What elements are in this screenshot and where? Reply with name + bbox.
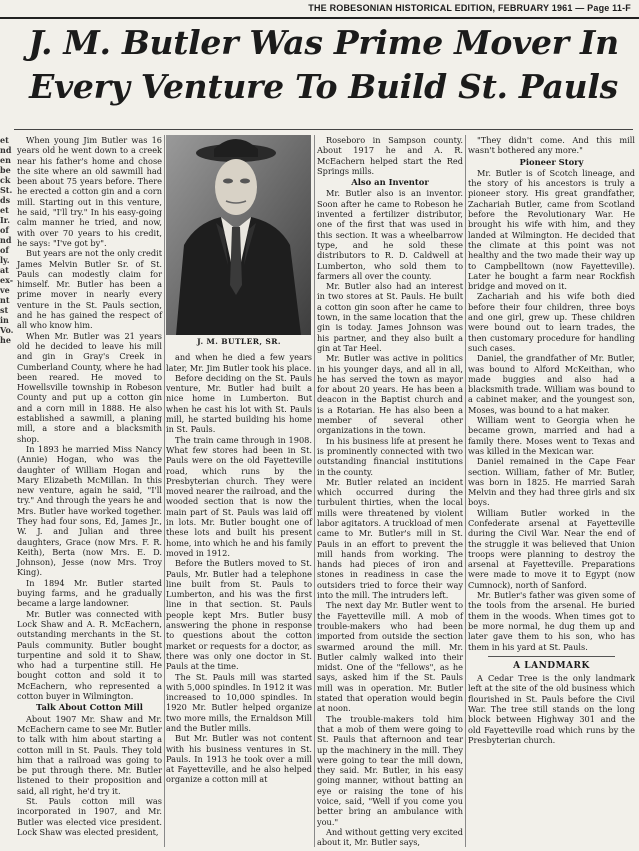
paragraph: The St. Pauls mill was started with 5,000 spindles. In 1912 it was increased to 10,000 spindles. In 1920 Mr. Butler helped organize two more mills, the Ernaldson Mill and the Butler mills.	[166, 671, 312, 733]
paragraph: Mr. Butler also had an interest in two stores at St. Pauls. He built a cotton gin soon after he came to town, in the same location that the gin is today. James Johnson was his partner, and they also built a gin at Tar Heel.	[317, 281, 463, 353]
paragraph: And without getting very excited about it, Mr. Butler says,	[317, 826, 463, 848]
headline	[14, 21, 633, 109]
paragraph: Mr. Butler also is an inventor. Soon after he came to Robeson he invented a fertilizer distributor, one of the first that was used in this section. It was a wheelbarrow type, and he sold these distributors to R. D. Caldwell at Lumberton, who sold them to farmers all over the county.	[317, 188, 463, 281]
paragraph: In 1893 he married Miss Nancy (Annie) Hogan, who was the daughter of William Hogan and Mary Elizabeth McMillan. In this new venture, again he said, "I'll try." And through the years he and Mrs. Butler have worked together. They had four sons, Ed, James Jr., W. J. and Julian and three daughters, Grace (now Mrs. F. R. Keith), Berta (now Mrs. E. D. Johnson), Jesse (now Mrs. Troy King).	[17, 443, 162, 578]
section-rule	[488, 656, 615, 657]
column-divider	[465, 135, 466, 847]
portrait-image	[166, 135, 311, 335]
photo-caption: J. M. BUTLER, SR.	[197, 337, 281, 346]
column-divider	[164, 135, 165, 847]
headline-rule	[14, 129, 633, 130]
paragraph: When Mr. Butler was 21 years old he decided to leave his mill and gin in Gray's Creek in Cumberland County, where he had been reared. He moved to Howellsville township in Robeson County and put up a cotton gin and a corn mill in 1888. He also established a sawmill, a planing mill, a store and a blacksmith shop.	[17, 330, 162, 444]
headline-line-2: Every Venture To Build St. Pauls	[29, 67, 618, 106]
paragraph: But years are not the only credit James Melvin Butler Sr. of St. Pauls can modestly claim for himself. Mr. Butler has been a prime mover in nearly every venture in the St. Pauls section, and he has gained the respect of all who know him.	[17, 248, 162, 331]
paragraph: Roseboro in Sampson county. About 1917 he and A. R. McEachern helped start the Red Springs mills.	[317, 135, 463, 176]
column-4	[468, 135, 635, 847]
column-divider	[314, 135, 315, 847]
paragraph: In 1894 Mr. Butler started buying farms, and he gradually became a large landowner.	[17, 577, 162, 609]
paragraph: The next day Mr. Butler went to the Fayetteville mill. A mob of trouble-makers who had been imported from outside the section swarmed around the mill. Mr. Butler calmly walked into their midst. One of the "fellows", as he says, asked him if the St. Pauls mill was in operation. Mr. Butler stated that operation would begin at noon.	[317, 600, 463, 714]
paragraph: Zachariah and his wife both died before their four children, three boys and one girl, grew up. These children were bound out to learn trades, the then customary procedure for handling such cases.	[468, 291, 635, 353]
subheading: Talk About Cotton Mill	[36, 702, 143, 713]
paragraph: But Mr. Butler was not content with his business ventures in St. Pauls. In 1913 he took over a mill at Fayetteville, and he also helped organize a cotton mill at	[166, 733, 312, 785]
paragraph: Mr. Butler was active in politics in his younger days, and all in all, he has served the town as mayor for about 20 years. He has been a deacon in the Baptist church and is a Rotarian. He has also been a member of several other organizations in the town.	[317, 353, 463, 436]
subheading: Pioneer Story	[519, 156, 584, 167]
paragraph: Mr. Butler was connected with Lock Shaw and A. R. McEachern, outstanding merchants in the St. Pauls community. Butler bought turpentine and sold it to Shaw, who had a turpentine still. He bought cotton and sold it to McEachern, who represented a cotton buyer in Wilmington.	[17, 608, 162, 702]
column-3	[317, 135, 463, 847]
paragraph: Before the Butlers moved to St. Pauls, Mr. Butler had a telephone line built from St. Pauls to Lumberton, and his was the first line in that section. St. Pauls people kept Mrs. Butler busy answering the phone in response to questions about the cotton market or requests for a doctor, as there was only one doctor in St. Pauls at the time.	[166, 558, 312, 672]
paragraph: and when he died a few years later, Mr. Jim Butler took his place.	[166, 352, 312, 373]
paragraph: The train came through in 1908. What few stores had been in St. Pauls were on the old Fayetteville road, which runs by the Presbyterian church. They were moved nearer the railroad, and the wooded section that is now the main part of St. Pauls was laid off in lots. Mr. Butler bought one of these lots and built his present home, into which he and his family moved in 1912.	[166, 434, 312, 558]
headline-line-1: J. M. Butler Was Prime Mover In	[28, 23, 619, 62]
paragraph: William Butler worked in the Confederate arsenal at Fayetteville during the Civil War. Near the end of the struggle it was believed that Union troops were planning to destroy the arsenal at Fayetteville. Preparations were made to move it to Egypt (now Cumnock), north of Sanford.	[468, 507, 635, 590]
paragraph: William went to Georgia when he became grown, married and had a family there. Moses went to Texas and was killed in the Mexican war.	[468, 415, 635, 456]
paragraph: St. Pauls cotton mill was incorporated in 1907, and Mr. Butler was elected vice president. Lock Shaw was elected president,	[17, 796, 162, 837]
column-1	[17, 135, 162, 847]
paragraph: The trouble-makers told him that a mob of them were going to St. Pauls that afternoon and tear up the machinery in the mill. They were going to tear the mill down, they said. Mr. Butler, in his easy going manner, without batting an eye or raising the tone of his voice, said, "Well if you come you better bring an ambulance with you."	[317, 713, 463, 827]
paragraph: Daniel remained in the Cape Fear section. William, father of Mr. Butler, was born in 1825. He married Sarah Melvin and they had three girls and six boys.	[468, 456, 635, 508]
cropped-left-column: et nd en be ck St. ds et Ir. of nd of ly. at ex- ve nt st in Vo. he	[0, 135, 14, 345]
paragraph: In his business life at present he is prominently connected with two outstanding financial institutions in the county.	[317, 435, 463, 477]
paragraph: "They didn't come. And this mill wasn't bothered any more."	[468, 135, 635, 156]
paragraph: Mr. Butler related an incident which occurred during the turbulent thirties, when the local mills were threatened by violent labor agitators. A truckload of men came to Mr. Butler's mill in St. Pauls in an effort to prevent the mill hands from working. The hands had pieces of iron and stones in readiness in case the outsiders tried to force their way into the mill. The intruders left.	[317, 476, 463, 601]
paragraph: When young Jim Butler was 16 years old he went down to a creek near his father's home and chose the site where an old sawmill had been about 75 years before. There he erected a cotton gin and a corn mill. Starting out in this venture, he said, "I'll try." In his easy-going calm manner he tried, and now, with over 70 years to his credit, he says: "I've got by".	[17, 135, 162, 248]
column-2-text	[166, 352, 312, 784]
portrait-photo	[166, 135, 311, 335]
paragraph: Daniel, the grandfather of Mr. Butler, was bound to Alford McKeithan, who made buggies and also had a blacksmith trade. William was bound to a cabinet maker, and the youngest son, Moses, was bound to a hat maker.	[468, 353, 635, 415]
masthead: THE ROBESONIAN HISTORICAL EDITION, FEBRUARY 1961 — Page 11-F	[308, 3, 631, 13]
subheading: Also an Inventor	[351, 177, 429, 188]
paragraph: About 1907 Mr. Shaw and Mr. McEachern came to see Mr. Butler to talk with him about starting a cotton mill in St. Pauls. They told him that a railroad was going to be put through there. Mr. Butler listened to their proposition and said, all right, he'd try it.	[17, 713, 162, 796]
paragraph: Mr. Butler's father was given some of the tools from the arsenal. He buried them in the woods. When times got to be more normal, he dug them up and later gave them to his son, who has them in his yard at St. Pauls.	[468, 590, 635, 652]
paragraph: Mr. Butler is of Scotch lineage, and the story of his ancestors is truly a pioneer story. His great grandfather, Zachariah Butler, came from Scotland before the Revolutionary War. He brought his wife with him, and they landed at Wilmington. He decided that the climate at this point was not healthy and the two made their way up to Campbelltown (now Fayetteville). Later he bought a farm near Rockfish bridge and moved on it.	[468, 167, 635, 292]
section-heading: A LANDMARK	[513, 660, 590, 671]
column-2	[166, 135, 312, 847]
paragraph: Before deciding on the St. Pauls venture, Mr. Butler had built a nice home in Lumberton. But when he cast his lot with St. Pauls mill, he started building his home in St. Pauls.	[166, 372, 312, 435]
paragraph: A Cedar Tree is the only landmark left at the site of the old business which flourished in St. Pauls before the Civil War. The tree still stands on the long block between Highway 301 and the old Fayetteville road which runs by the Presbyterian church.	[468, 673, 635, 745]
top-rule	[0, 17, 639, 19]
